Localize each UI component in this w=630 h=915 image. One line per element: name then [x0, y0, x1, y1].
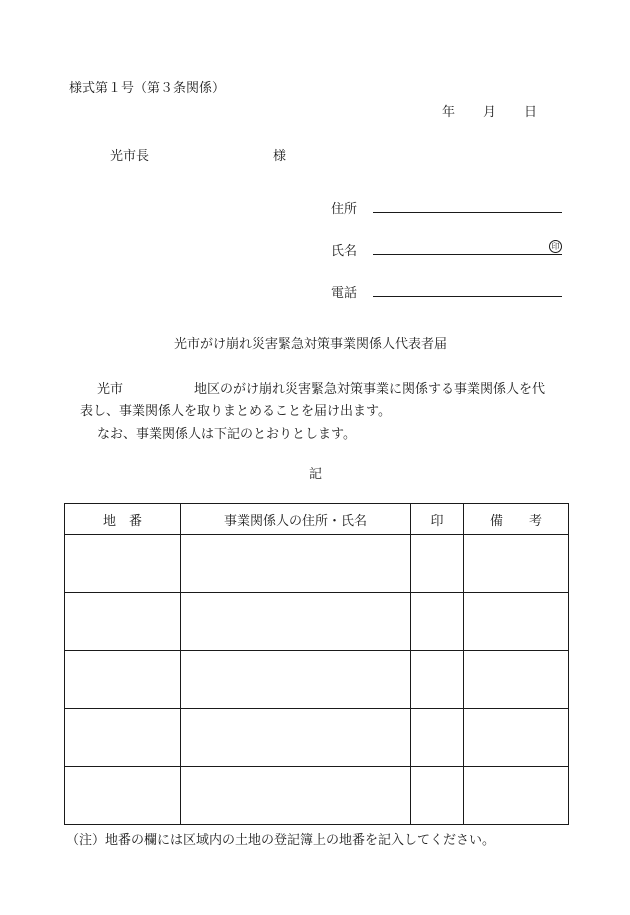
body-line3: なお、事業関係人は下記のとおりとします。: [97, 427, 356, 442]
table-row: [65, 709, 569, 767]
header-lot-number: 地 番: [65, 504, 181, 535]
cell-seal[interactable]: [411, 767, 464, 825]
cell-seal[interactable]: [411, 709, 464, 767]
addressee-honorific: 様: [273, 149, 287, 164]
cell-lot-number[interactable]: [65, 535, 181, 593]
seal-icon: 印: [549, 240, 562, 253]
cell-address-name[interactable]: [181, 593, 411, 651]
cell-seal[interactable]: [411, 651, 464, 709]
body-line1-prefix: 光市: [97, 382, 124, 397]
header-address-name: 事業関係人の住所・氏名: [181, 504, 411, 535]
date-day-label: 日: [524, 105, 538, 120]
cell-address-name[interactable]: [181, 535, 411, 593]
document-title: 光市がけ崩れ災害緊急対策事業関係人代表者届: [174, 337, 448, 352]
cell-seal[interactable]: [411, 593, 464, 651]
table-row: [65, 767, 569, 825]
table-row: [65, 651, 569, 709]
cell-remarks[interactable]: [464, 593, 569, 651]
cell-remarks[interactable]: [464, 767, 569, 825]
phone-line[interactable]: [373, 296, 562, 297]
addressee-mayor: 光市長: [110, 149, 150, 164]
cell-remarks[interactable]: [464, 535, 569, 593]
cell-address-name[interactable]: [181, 709, 411, 767]
cell-lot-number[interactable]: [65, 651, 181, 709]
body-line1-rest: 地区のがけ崩れ災害緊急対策事業に関係する事業関係人を代: [194, 382, 546, 397]
phone-label: 電話: [331, 286, 358, 301]
cell-seal[interactable]: [411, 535, 464, 593]
footnote: （注）地番の欄には区域内の土地の登記簿上の地番を記入してください。: [66, 833, 496, 848]
date-year-label: 年: [442, 105, 456, 120]
name-line[interactable]: [373, 254, 562, 255]
table-header-row: [65, 504, 569, 535]
date-month-label: 月: [483, 105, 497, 120]
address-label: 住所: [331, 202, 358, 217]
cell-lot-number[interactable]: [65, 767, 181, 825]
cell-remarks[interactable]: [464, 651, 569, 709]
form-number: 様式第１号（第３条関係）: [69, 81, 226, 96]
relatives-table: [64, 503, 569, 825]
header-remarks: 備 考: [464, 504, 569, 535]
cell-lot-number[interactable]: [65, 709, 181, 767]
header-seal: 印: [411, 504, 464, 535]
body-line2: 表し、事業関係人を取りまとめることを届け出ます。: [80, 404, 391, 419]
address-line[interactable]: [373, 212, 562, 213]
table-row: [65, 593, 569, 651]
table-row: [65, 535, 569, 593]
cell-address-name[interactable]: [181, 767, 411, 825]
cell-remarks[interactable]: [464, 709, 569, 767]
name-label: 氏名: [331, 244, 358, 259]
record-heading: 記: [309, 467, 323, 482]
cell-lot-number[interactable]: [65, 593, 181, 651]
cell-address-name[interactable]: [181, 651, 411, 709]
